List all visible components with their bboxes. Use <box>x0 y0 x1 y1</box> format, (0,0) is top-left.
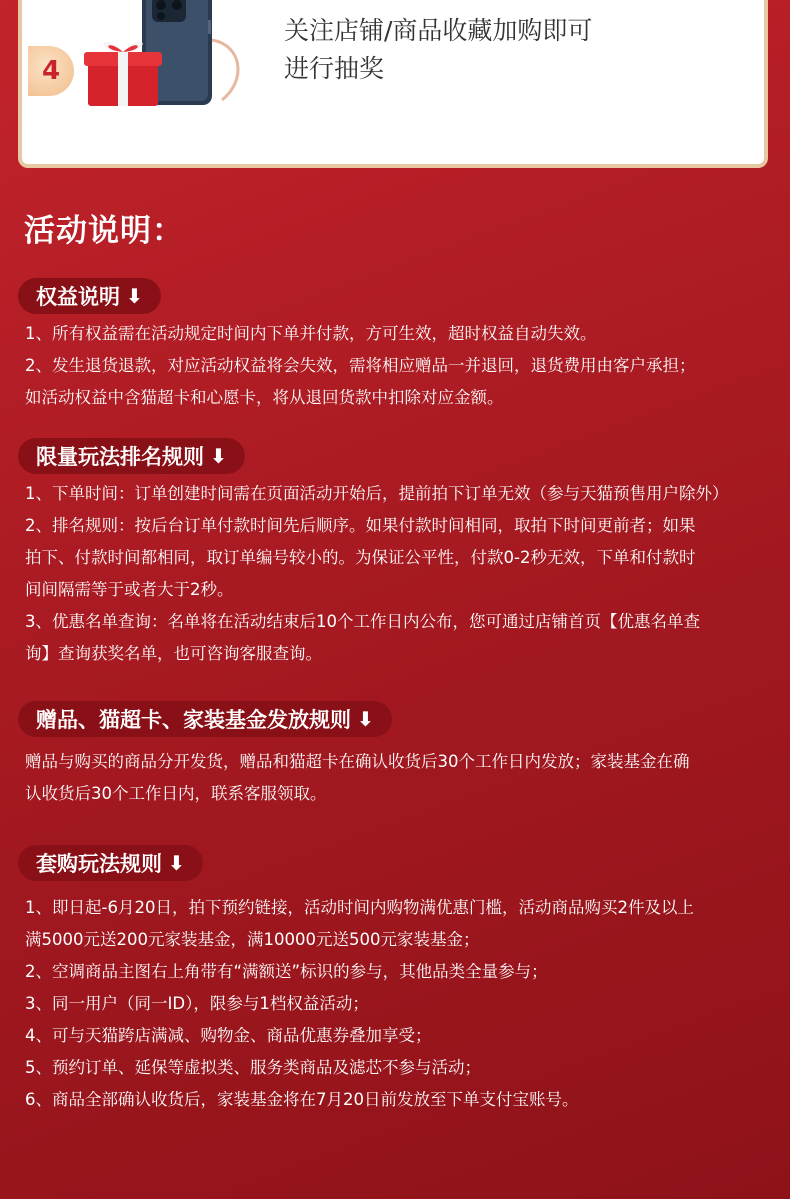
rule-line: 拍下、付款时间都相同，取订单编号较小的。为保证公平性，付款0-2秒无效，下单和付款时 <box>25 548 696 567</box>
rule-line: 满5000元送200元家装基金，满10000元送500元家装基金； <box>25 930 480 949</box>
rule-line: 间间隔需等于或者大于2秒。 <box>25 580 234 599</box>
phone-gift-image <box>82 0 252 110</box>
section-title: 套购玩法规则 <box>36 852 162 876</box>
prize-text-line1: 关注店铺/商品收藏加购即可 <box>284 16 593 45</box>
arrow-down-icon: ⬇ <box>357 707 374 731</box>
section-header-gift-rules <box>18 701 392 737</box>
rule-line: 1、下单时间：订单创建时间需在页面活动开始后，提前拍下订单无效（参与天猫预售用户除外） <box>25 484 729 503</box>
rule-line: 认收货后30个工作日内，联系客服领取。 <box>25 784 327 803</box>
rule-line: 4、可与天猫跨店满减、购物金、商品优惠券叠加享受； <box>25 1026 432 1045</box>
rule-line: 如活动权益中含猫超卡和心愿卡，将从退回货款中扣除对应金额。 <box>25 388 504 407</box>
step-number: 4 <box>41 56 61 86</box>
rule-line: 询】查询获奖名单，也可咨询客服查询。 <box>25 644 322 663</box>
prize-description <box>284 12 754 88</box>
step-badge <box>28 46 74 96</box>
section-title: 限量玩法排名规则 <box>36 445 204 469</box>
arrow-down-icon: ⬇ <box>168 851 185 875</box>
rule-line: 2、空调商品主图右上角带有“满额送”标识的参与，其他品类全量参与； <box>25 962 548 981</box>
section-body-bundle-rules <box>25 892 770 1116</box>
section-header-bundle-rules <box>18 845 203 881</box>
section-body-benefits <box>25 318 770 414</box>
activity-heading: 活动说明： <box>24 213 184 249</box>
rule-line: 3、同一用户（同一ID），限参与1档权益活动； <box>25 994 369 1013</box>
rule-line: 5、预约订单、延保等虚拟类、服务类商品及滤芯不参与活动； <box>25 1058 481 1077</box>
section-header-benefits <box>18 278 161 314</box>
rule-line: 2、排名规则：按后台订单付款时间先后顺序。如果付款时间相同，取拍下时间更前者；如果 <box>25 516 696 535</box>
section-title: 权益说明 <box>36 285 120 309</box>
rule-line: 3、优惠名单查询：名单将在活动结束后10个工作日内公布，您可通过店铺首页【优惠名单查 <box>25 612 700 631</box>
prize-text-line2: 进行抽奖 <box>284 54 385 83</box>
prize-card <box>18 0 768 168</box>
rule-line: 2、发生退货退款，对应活动权益将会失效，需将相应赠品一并退回，退货费用由客户承担； <box>25 356 696 375</box>
arrow-down-icon: ⬇ <box>126 284 143 308</box>
rule-line: 6、商品全部确认收货后，家装基金将在7月20日前发放至下单支付宝账号。 <box>25 1090 579 1109</box>
rule-line: 1、即日起-6月20日，拍下预约链接，活动时间内购物满优惠门槛，活动商品购买2件及以上 <box>25 898 694 917</box>
arrow-down-icon: ⬇ <box>210 444 227 468</box>
rule-line: 1、所有权益需在活动规定时间内下单并付款，方可生效，超时权益自动失效。 <box>25 324 597 343</box>
section-header-ranking <box>18 438 245 474</box>
section-body-gift-rules <box>25 746 770 810</box>
section-title: 赠品、猫超卡、家装基金发放规则 <box>36 708 351 732</box>
rule-line: 赠品与购买的商品分开发货，赠品和猫超卡在确认收货后30个工作日内发放；家装基金在确 <box>25 752 690 771</box>
section-body-ranking <box>25 478 770 670</box>
